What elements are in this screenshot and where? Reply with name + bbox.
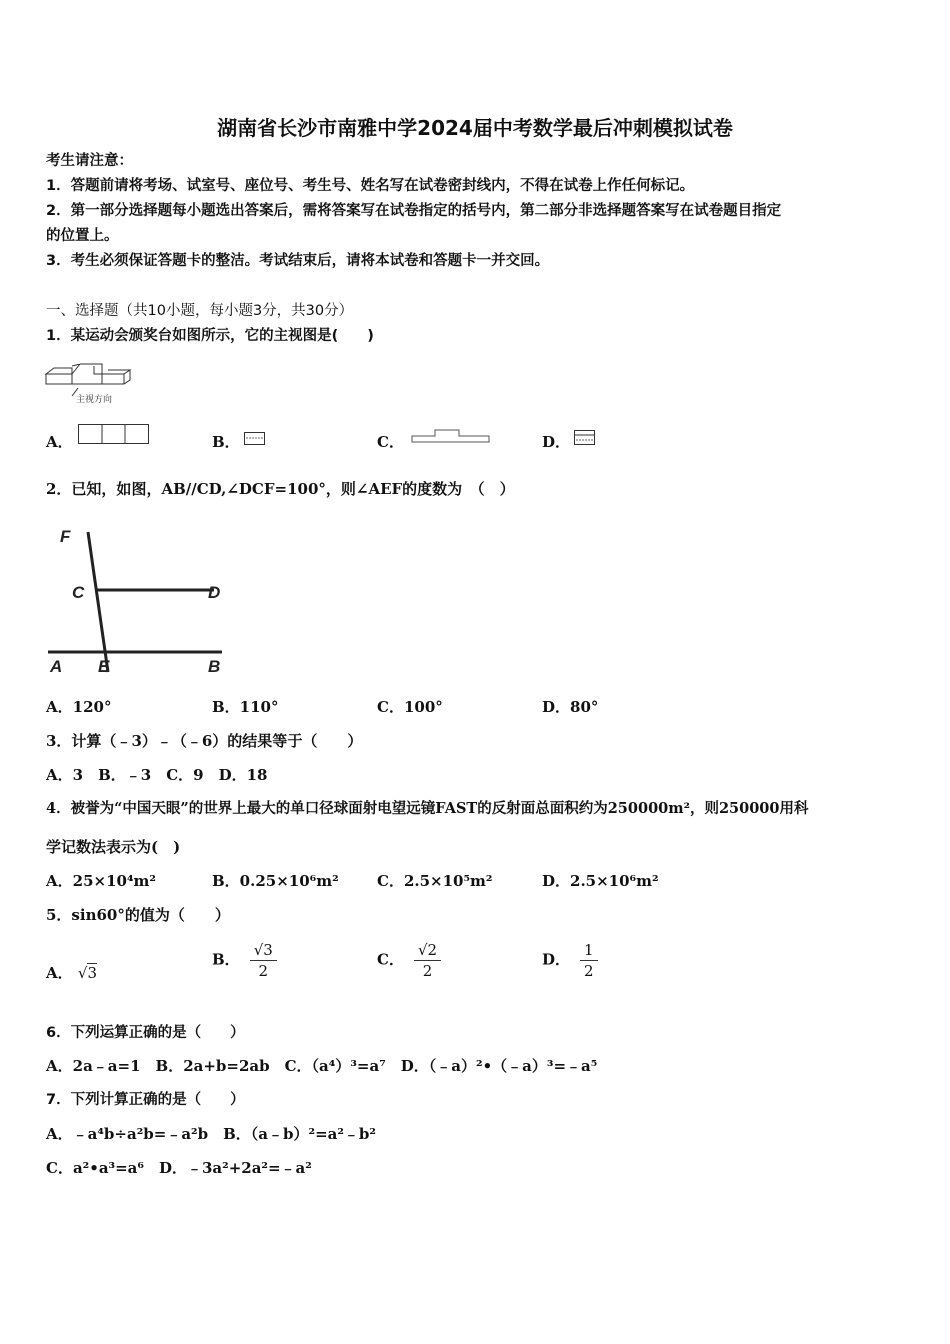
q4-option-a[interactable]: A．25×10⁴m² bbox=[46, 872, 156, 890]
option-label: B． bbox=[212, 950, 240, 969]
fraction: $\frac{1}{2}$ bbox=[580, 940, 598, 981]
q5-option-c[interactable] bbox=[377, 940, 441, 981]
svg-text:A: A bbox=[50, 657, 63, 676]
q2-option-c[interactable]: C．100° bbox=[377, 698, 443, 716]
q2-option-a[interactable]: A．120° bbox=[46, 698, 112, 716]
q4-option-b[interactable]: B．0.25×10⁶m² bbox=[212, 872, 339, 890]
sqrt-expression: √3 bbox=[77, 964, 97, 982]
figure-caption: 主视方向 bbox=[76, 395, 113, 405]
svg-text:D: D bbox=[208, 583, 221, 602]
svg-text:C: C bbox=[72, 583, 85, 602]
q2-option-b[interactable]: B．110° bbox=[212, 698, 279, 716]
question-4: 4．被誉为“中国天眼”的世界上最大的单口径球面射电望远镜FAST的反射面总面积约为250000m²，则250000用科 bbox=[46, 800, 809, 817]
option-label: C． bbox=[377, 433, 404, 451]
fraction: $\frac{√3}{2}$ bbox=[250, 940, 277, 981]
question-2: 2．已知，如图，AB//CD,∠DCF=100°，则∠AEF的度数为 （ ） bbox=[46, 480, 515, 498]
notice-item: 的位置上。 bbox=[46, 228, 119, 244]
q2-option-d[interactable]: D．80° bbox=[542, 698, 599, 716]
question-6: 6．下列运算正确的是（ ） bbox=[46, 1025, 245, 1041]
section-heading: 一、选择题（共10小题，每小题3分，共30分） bbox=[46, 303, 354, 319]
question-5: 5．sin60°的值为（ ） bbox=[46, 906, 230, 924]
option-label: C． bbox=[377, 950, 404, 969]
q5-option-a[interactable] bbox=[46, 963, 97, 983]
option-label: D． bbox=[542, 433, 571, 451]
q1-option-d[interactable] bbox=[542, 432, 570, 452]
option-d-figure bbox=[574, 430, 596, 446]
q1-option-c[interactable] bbox=[377, 432, 404, 452]
question-4-cont: 学记数法表示为( ) bbox=[46, 838, 181, 856]
question-7: 7．下列计算正确的是（ ） bbox=[46, 1092, 245, 1108]
question-3: 3．计算（﹣3）﹣（﹣6）的结果等于（ ） bbox=[46, 732, 363, 750]
notice-item: 1．答题前请将考场、试室号、座位号、考生号、姓名写在试卷密封线内，不得在试卷上作任何标记。 bbox=[46, 178, 695, 194]
notice-item: 2．第一部分选择题每小题选出答案后，需将答案写在试卷指定的括号内，第二部分非选择题答案写在试卷题目指定 bbox=[46, 203, 782, 219]
svg-text:F: F bbox=[60, 527, 71, 546]
q5-option-b[interactable] bbox=[212, 940, 277, 981]
option-a-figure bbox=[78, 424, 150, 444]
option-label: B． bbox=[212, 433, 240, 451]
q4-option-c[interactable]: C．2.5×10⁵m² bbox=[377, 872, 493, 890]
svg-text:E: E bbox=[98, 657, 110, 676]
q1-option-b[interactable] bbox=[212, 432, 240, 452]
option-label: D． bbox=[542, 950, 571, 969]
page-title: 湖南省长沙市南雅中学2024届中考数学最后冲刺模拟试卷 bbox=[217, 116, 733, 140]
option-b-figure bbox=[244, 432, 266, 446]
q6-options[interactable]: A．2a﹣a=1 B．2a+b=2ab C．（a⁴）³=a⁷ D．（﹣a）²•（﹣a）³=﹣a⁵ bbox=[46, 1057, 598, 1075]
notice-heading: 考生请注意： bbox=[46, 153, 133, 169]
option-label: A． bbox=[46, 964, 73, 982]
q4-option-d[interactable]: D．2.5×10⁶m² bbox=[542, 872, 659, 890]
q7-options-ab[interactable]: A．﹣a⁴b÷a²b=﹣a²b B．（a﹣b）²=a²﹣b² bbox=[46, 1125, 376, 1143]
svg-text:B: B bbox=[208, 657, 221, 676]
q3-options[interactable]: A．3 B．﹣3 C．9 D．18 bbox=[46, 766, 268, 784]
fraction: $\frac{√2}{2}$ bbox=[414, 940, 441, 981]
option-label: A． bbox=[46, 433, 73, 451]
parallel-lines-figure bbox=[44, 512, 234, 684]
option-c-figure bbox=[411, 428, 491, 444]
podium-figure bbox=[44, 362, 136, 408]
question-1: 1．某运动会颁奖台如图所示，它的主视图是( ) bbox=[46, 328, 374, 344]
q1-option-a[interactable] bbox=[46, 432, 73, 452]
q7-options-cd[interactable]: C．a²•a³=a⁶ D．﹣3a²+2a²=﹣a² bbox=[46, 1159, 312, 1177]
q5-option-d[interactable] bbox=[542, 940, 598, 981]
notice-item: 3．考生必须保证答题卡的整洁。考试结束后，请将本试卷和答题卡一并交回。 bbox=[46, 253, 550, 269]
